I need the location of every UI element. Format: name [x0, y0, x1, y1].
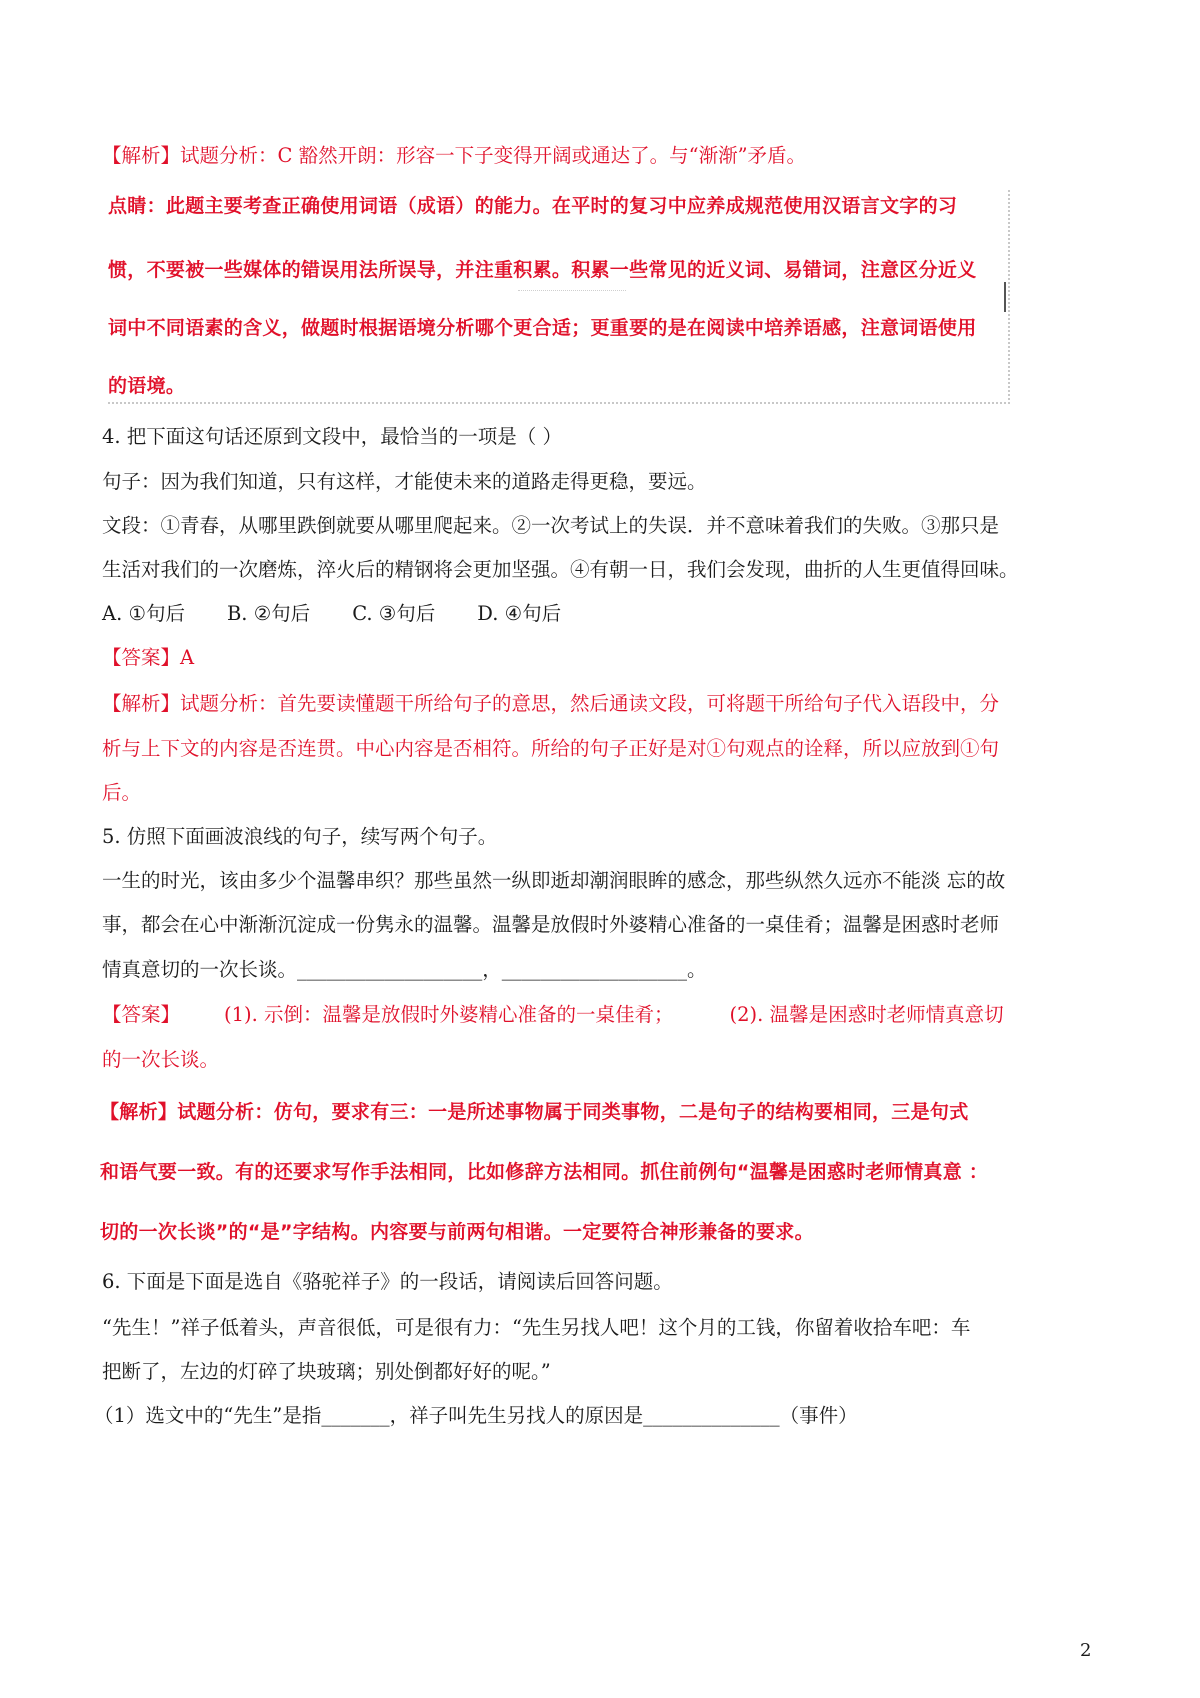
q4-analysis-line-3: 后。 [102, 781, 142, 804]
q5-answer-part-1: (1). 示倒：温馨是放假时外婆精心准备的一桌佳肴； [224, 1003, 674, 1026]
q6-passage-line-2: 把断了，左边的灯碎了块玻璃；别处倒都好好的呢。” [102, 1360, 551, 1383]
q4-passage-line-2: 生活对我们的一次磨炼，淬火后的精钢将会更加坚强。④有朝一日，我们会发现，曲折的人生更值得回味。 [102, 558, 1019, 581]
q4-analysis-line-2: 析与上下文的内容是否连贯。中心内容是否相符。所给的句子正好是对①句观点的诠释，所以应放到①句 [102, 737, 1000, 760]
q5-stem: 5. 仿照下面画波浪线的句子，续写两个句子。 [102, 825, 498, 848]
q4-sentence: 句子：因为我们知道，只有这样，才能使未来的道路走得更稳，要远。 [102, 470, 707, 493]
q6-subquestion-1: （1）选文中的“先生”是指_______，祥子叫先生另找人的原因是______________（事件） [94, 1404, 858, 1427]
q5-answer-line-2: 的一次长谈。 [102, 1048, 220, 1071]
q4-option-b: B. ②句后 [226, 602, 311, 625]
q3-tip-line-3: 词中不同语素的含义，做题时根据语境分析哪个更合适；更重要的是在阅读中培养语感，注意词语使用 [108, 317, 977, 339]
q4-passage-line-1: 文段：①青春，从哪里跌倒就要从哪里爬起来。②一次考试上的失误．并不意味着我们的失败。③那只是 [102, 514, 1000, 537]
q3-tip-line-2: 惯，不要被一些媒体的错误用法所误导，并注重积累。积累一些常见的近义词、易错词，注意区分近义 [108, 259, 977, 281]
q5-analysis-line-3: 切的一次长谈”的“是”字结构。内容要与前两句相谐。一定要符合神形兼备的要求。 [100, 1221, 814, 1243]
q5-passage-line-2: 事，都会在心中渐渐沉淀成一份隽永的温馨。温馨是放假时外婆精心准备的一桌佳肴；温馨是困惑时老师 [102, 913, 1000, 936]
q4-analysis-line-1: 【解析】试题分析：首先要读懂题干所给句子的意思，然后通读文段，可将题干所给句子代入语段中，分 [102, 692, 1000, 715]
page-number: 2 [1080, 1640, 1092, 1661]
q4-option-a: A. ①句后 [102, 602, 185, 625]
q4-option-c: C. ③句后 [352, 602, 436, 625]
q5-passage-line-3: 情真意切的一次长谈。___________________，___________________。 [102, 958, 707, 981]
q3-tip-line-4: 的语境。 [108, 375, 186, 397]
margin-bar [1004, 282, 1006, 312]
q4-answer: 【答案】A [102, 646, 195, 669]
tip-dotted-border [108, 190, 1010, 404]
q4-option-d: D. ④句后 [477, 602, 562, 625]
q6-passage-line-1: “先生！”祥子低着头，声音很低，可是很有力：“先生另找人吧！这个月的工钱，你留着收拾车吧：车 [102, 1316, 971, 1339]
q5-answer-line-1 [102, 1003, 1004, 1027]
q5-passage-line-1: 一生的时光，该由多少个温馨串织？那些虽然一纵即逝却潮润眼眸的感念，那些纵然久远亦不能淡 忘的故 [102, 869, 1006, 892]
q3-analysis: 【解析】试题分析：C 豁然开朗：形容一下子变得开阔或通达了。与“渐渐”矛盾。 [102, 144, 807, 167]
q5-analysis-line-2: 和语气要一致。有的还要求写作手法相同，比如修辞方法相同。抓住前例句“温馨是困惑时老师情真意 ： [100, 1161, 989, 1183]
faint-dotted-mark [518, 290, 626, 291]
q5-analysis-line-1: 【解析】试题分析：仿句，要求有三：一是所述事物属于同类事物，二是句子的结构要相同，三是句式 [100, 1101, 969, 1123]
q6-stem: 6. 下面是下面是选自《骆驼祥子》的一段话，请阅读后回答问题。 [102, 1270, 673, 1293]
q3-tip-line-1: 点睛：此题主要考查正确使用词语（成语）的能力。在平时的复习中应养成规范使用汉语言文字的习 [108, 195, 958, 217]
q4-options [102, 602, 561, 626]
q5-answer-part-2: (2). 温馨是困惑时老师情真意切 [729, 1003, 1004, 1026]
q5-answer-label: 【答案】 [102, 1003, 181, 1026]
q4-stem: 4. 把下面这句话还原到文段中，最恰当的一项是（ ） [102, 425, 563, 448]
